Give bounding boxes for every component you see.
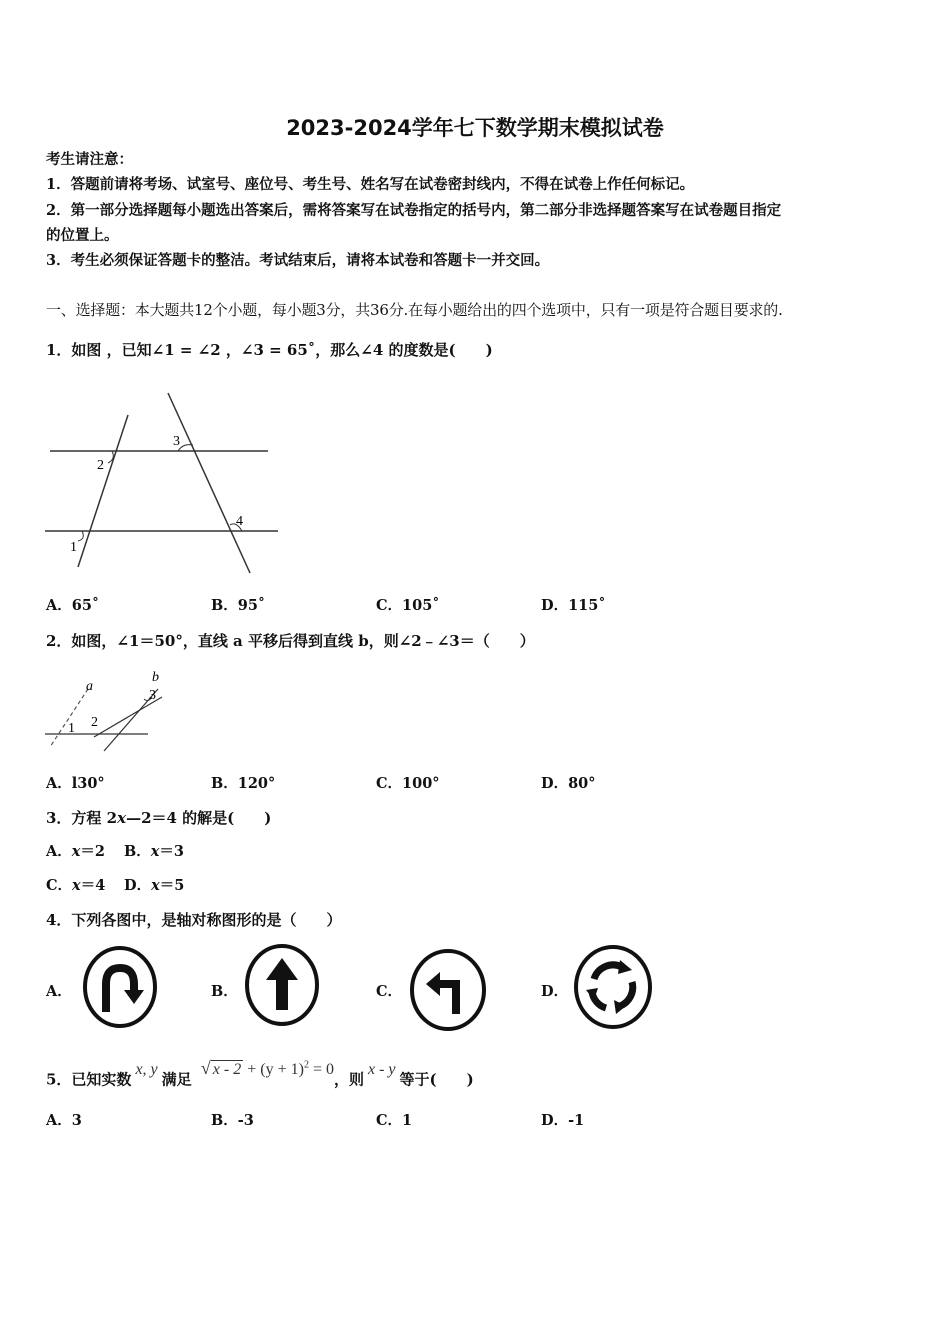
transversal-left xyxy=(78,415,128,567)
q2-label-b: b xyxy=(152,670,159,685)
q2-option-c[interactable]: C．100° xyxy=(376,775,440,792)
notice-item-2-cont: 的位置上。 xyxy=(46,227,119,244)
q5-option-b[interactable]: B．-3 xyxy=(211,1112,254,1129)
notice-item-3: 3．考生必须保证答题卡的整洁。考试结束后，请将本试卷和答题卡一并交回。 xyxy=(46,252,550,269)
q2-option-a[interactable]: A．l30° xyxy=(46,775,105,792)
q5-vars: x, y xyxy=(135,1061,158,1079)
q5-stem: 5．已知实数x, y满足 √ $x - 2 + (y + 1)^2 = 0$，则x - y等于( ) xyxy=(46,1058,474,1089)
q1-label-2: 2 xyxy=(97,458,104,473)
q1-label-1: 1 xyxy=(70,540,77,555)
line-a-dashed xyxy=(50,689,88,747)
q2-label-1: 1 xyxy=(68,721,75,736)
page-title: 2023-2024学年七下数学期末模拟试卷 xyxy=(286,116,664,140)
q3-option-b[interactable]: B．x＝3 xyxy=(124,843,185,860)
u-turn-icon[interactable] xyxy=(82,946,158,1030)
q4-option-c-label[interactable]: C． xyxy=(376,983,403,1000)
q2-label-2: 2 xyxy=(91,715,98,730)
q2-option-b[interactable]: B．120° xyxy=(211,775,276,792)
q1-figure xyxy=(40,385,290,580)
angle-3-arc xyxy=(178,445,193,451)
q1-label-4: 4 xyxy=(236,514,243,529)
angle-1-arc xyxy=(78,531,83,541)
notice-item-1: 1．答题前请将考场、试室号、座位号、考生号、姓名写在试卷密封线内，不得在试卷上作任何标记。 xyxy=(46,176,695,193)
q1-option-a[interactable]: A．65˚ xyxy=(46,597,100,614)
q1-stem: 1．如图 ，已知∠1 = ∠2 ，∠3 = 65˚，那么∠4 的度数是( ) xyxy=(46,341,493,359)
q1-option-d[interactable]: D．115˚ xyxy=(541,597,606,614)
line-transversal xyxy=(94,697,162,737)
roundabout-icon[interactable] xyxy=(572,944,654,1030)
q3-option-d[interactable]: D．x＝5 xyxy=(124,877,185,894)
q3-stem: 3．方程 2x—2＝4 的解是( ) xyxy=(46,809,272,827)
q4-option-b-label[interactable]: B． xyxy=(211,983,238,1000)
notice-heading: 考生请注意： xyxy=(46,151,133,168)
q5-equation: √ $x - 2 + (y + 1)^2 = 0$ xyxy=(200,1058,334,1079)
q4-option-a-label[interactable]: A． xyxy=(46,983,72,1000)
q5-target: x - y xyxy=(367,1061,396,1079)
q2-label-3: 3 xyxy=(149,688,156,703)
q5-option-c[interactable]: C．1 xyxy=(376,1112,413,1129)
left-turn-icon[interactable] xyxy=(408,948,488,1032)
section-title: 一、选择题：本大题共12个小题，每小题3分，共36分.在每小题给出的四个选项中，只有一项是符合题目要求的. xyxy=(46,301,783,319)
q2-figure xyxy=(40,665,180,760)
q4-stem: 4．下列各图中，是轴对称图形的是（ ） xyxy=(46,911,342,929)
q5-option-a[interactable]: A．3 xyxy=(46,1112,82,1129)
up-arrow-icon[interactable] xyxy=(244,944,320,1028)
q1-label-3: 3 xyxy=(173,434,180,449)
q2-label-a: a xyxy=(86,679,93,694)
q3-option-c[interactable]: C．x＝4 xyxy=(46,877,106,894)
q3-option-a[interactable]: A．x＝2 xyxy=(46,843,106,860)
q2-stem: 2．如图，∠1＝50°，直线 a 平移后得到直线 b，则∠2﹣∠3＝（ ） xyxy=(46,632,535,650)
q1-option-b[interactable]: B．95˚ xyxy=(211,597,266,614)
q4-option-d-label[interactable]: D． xyxy=(541,983,569,1000)
notice-item-2: 2．第一部分选择题每小题选出答案后，需将答案写在试卷指定的括号内，第二部分非选择题答案写在试卷题目指定 xyxy=(46,202,782,219)
transversal-right xyxy=(168,393,250,573)
q5-option-d[interactable]: D．-1 xyxy=(541,1112,585,1129)
q1-option-c[interactable]: C．105˚ xyxy=(376,597,440,614)
q2-option-d[interactable]: D．80° xyxy=(541,775,596,792)
